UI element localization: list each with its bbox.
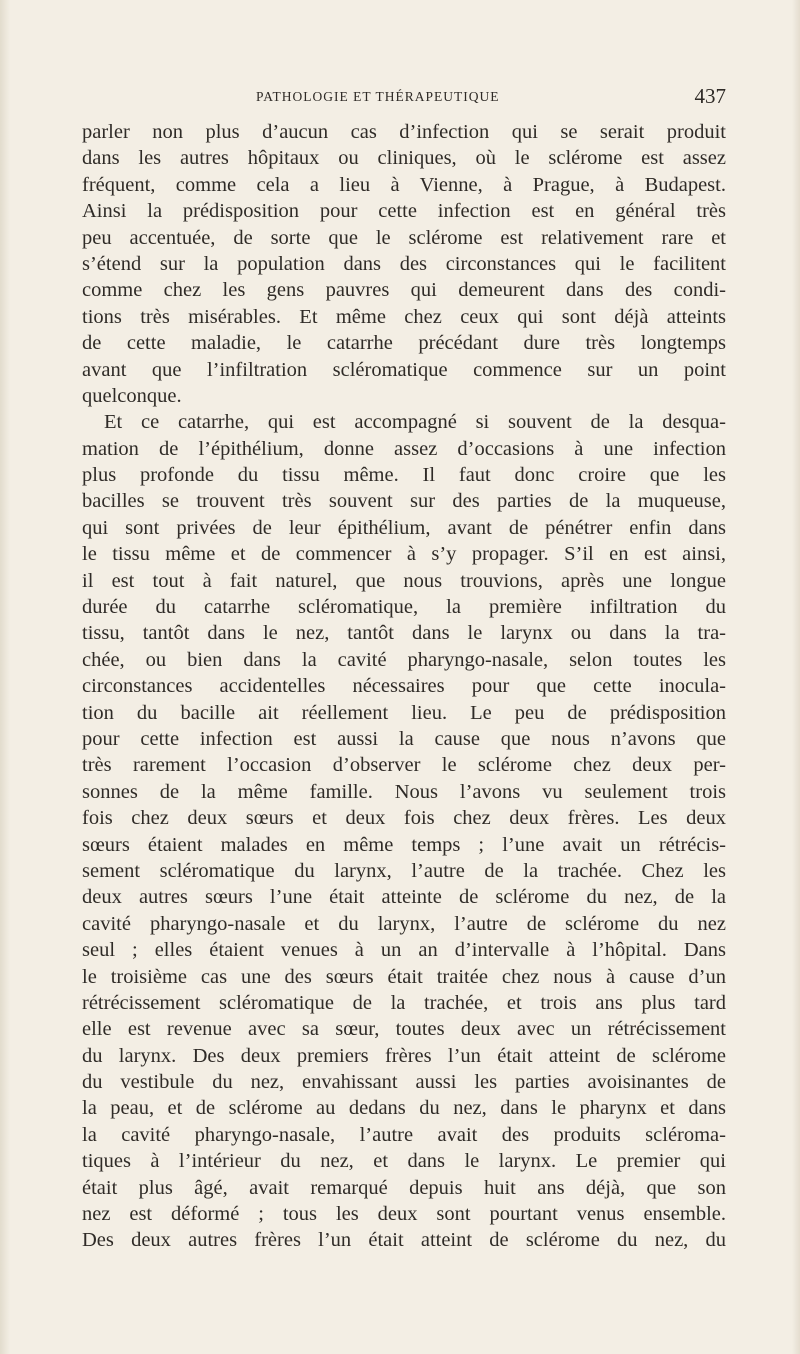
- page-number: 437: [694, 84, 726, 108]
- running-title: PATHOLOGIE ET THÉRAPEUTIQUE: [256, 89, 500, 104]
- text-line: deux autres sœurs l’une était atteinte de sclérome du nez, de la: [82, 886, 726, 909]
- text-line: la peau, et de sclérome au dedans du nez, dans le pharynx et dans: [82, 1097, 726, 1120]
- text-line: quelconque.: [82, 384, 182, 407]
- text-line: avant que l’infiltration scléromatique commence sur un point: [82, 358, 726, 381]
- text-line: nez est déformé ; tous les deux sont pourtant venus ensemble.: [82, 1203, 726, 1226]
- text-line: Des deux autres frères l’un était atteint de sclérome du nez, du: [82, 1229, 726, 1252]
- text-line: du larynx. Des deux premiers frères l’un était atteint de sclérome: [82, 1044, 726, 1067]
- text-line: seul ; elles étaient venues à un an d’intervalle à l’hôpital. Dans: [82, 939, 726, 962]
- text-line: chée, ou bien dans la cavité pharyngo-nasale, selon toutes les: [82, 648, 726, 671]
- text-line: il est tout à fait naturel, que nous trouvions, après une longue: [82, 569, 726, 592]
- text-line: tissu, tantôt dans le nez, tantôt dans le larynx ou dans la tra-: [82, 622, 726, 645]
- text-line: le troisième cas une des sœurs était traitée chez nous à cause d’un: [82, 965, 726, 988]
- text-line: de cette maladie, le catarrhe précédant dure très longtemps: [82, 332, 726, 355]
- text-line: très rarement l’occasion d’observer le sclérome chez deux per-: [82, 754, 726, 777]
- text-line: tion du bacille ait réellement lieu. Le peu de prédisposition: [82, 701, 726, 724]
- text-line: pour cette infection est aussi la cause que nous n’avons que: [82, 727, 726, 750]
- text-line: circonstances accidentelles nécessaires pour que cette inocula-: [82, 675, 726, 698]
- text-line: comme chez les gens pauvres qui demeurent dans des condi-: [82, 279, 726, 302]
- text-line: rétrécissement scléromatique de la trachée, et trois ans plus tard: [82, 991, 726, 1014]
- text-line: tions très misérables. Et même chez ceux qui sont déjà atteints: [82, 305, 726, 328]
- text-line: peu accentuée, de sorte que le sclérome est relativement rare et: [82, 226, 726, 249]
- text-line: dans les autres hôpitaux ou cliniques, où le sclérome est assez: [82, 147, 726, 170]
- text-line: tiques à l’intérieur du nez, et dans le larynx. Le premier qui: [82, 1150, 726, 1173]
- text-line: elle est revenue avec sa sœur, toutes deux avec un rétrécissement: [82, 1018, 726, 1041]
- text-line: était plus âgé, avait remarqué depuis huit ans déjà, que son: [82, 1176, 726, 1199]
- text-line: sœurs étaient malades en même temps ; l’une avait un rétrécis-: [82, 833, 726, 856]
- text-line: fréquent, comme cela a lieu à Vienne, à Prague, à Budapest.: [82, 173, 726, 196]
- text-line: qui sont privées de leur épithélium, avant de pénétrer enfin dans: [82, 516, 726, 539]
- text-line: sement scléromatique du larynx, l’autre de la trachée. Chez les: [82, 859, 726, 882]
- text-line: cavité pharyngo-nasale et du larynx, l’autre de sclérome du nez: [82, 912, 726, 935]
- text-line: sonnes de la même famille. Nous l’avons vu seulement trois: [82, 780, 726, 803]
- text-line: durée du catarrhe scléromatique, la première infiltration du: [82, 596, 726, 619]
- body-text: [82, 119, 726, 1254]
- text-line: la cavité pharyngo-nasale, l’autre avait des produits scléroma-: [82, 1123, 726, 1146]
- text-line: s’étend sur la population dans des circonstances qui le facilitent: [82, 252, 726, 275]
- text-line: mation de l’épithélium, donne assez d’occasions à une infection: [82, 437, 726, 460]
- page-header: [82, 84, 726, 110]
- text-line: plus profonde du tissu même. Il faut donc croire que les: [82, 464, 726, 487]
- text-line: Ainsi la prédisposition pour cette infection est en général très: [82, 200, 726, 223]
- text-line: bacilles se trouvent très souvent sur des parties de la muqueuse,: [82, 490, 726, 513]
- text-line: Et ce catarrhe, qui est accompagné si souvent de la desqua-: [104, 411, 726, 434]
- text-line: parler non plus d’aucun cas d’infection qui se serait produit: [82, 121, 726, 143]
- page-edge-left: [0, 0, 10, 1354]
- text-line: fois chez deux sœurs et deux fois chez deux frères. Les deux: [82, 807, 726, 830]
- page-edge-right: [792, 0, 800, 1354]
- text-line: du vestibule du nez, envahissant aussi les parties avoisinantes de: [82, 1071, 726, 1094]
- text-line: le tissu même et de commencer à s’y propager. S’il en est ainsi,: [82, 543, 726, 566]
